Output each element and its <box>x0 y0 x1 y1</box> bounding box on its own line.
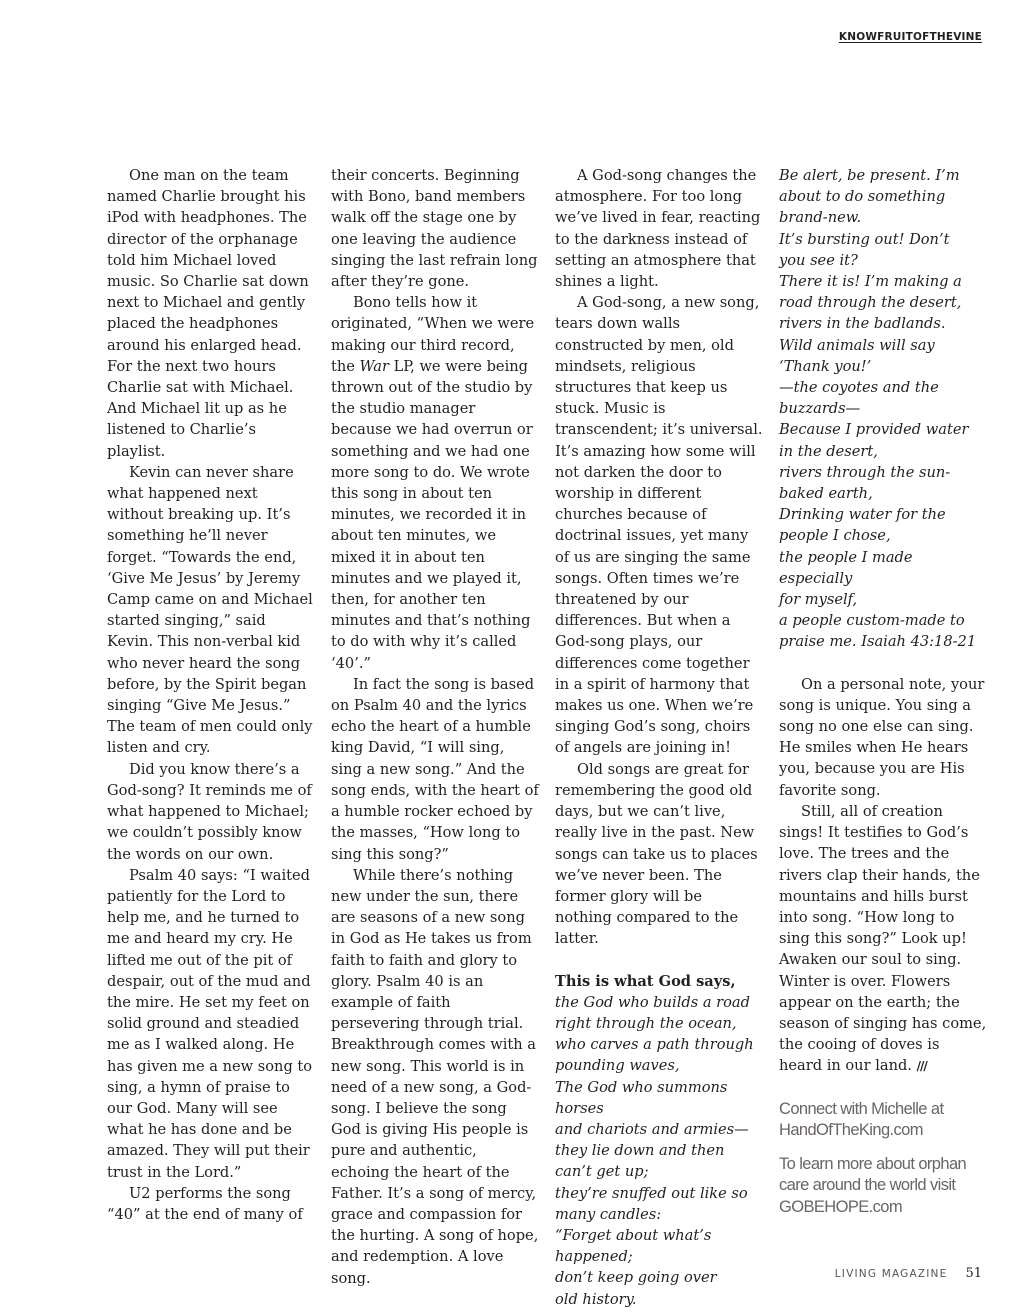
section-know: KNOW <box>838 31 878 43</box>
paragraph: While there’s nothing new under the sun, there are seasons of a new song in God as He takes us from faith to faith and glory to glory. Psalm 40 is an example of faith persevering through trial. Breakthrough comes with a new song. This world is in need of a new song, a God-song. I believe the song God is giving His people is pure and authentic, echoing the heart of the Father. It’s a song of mercy, grace and compassion for the hurting. A song of hope, and redemption. A love song. <box>331 866 539 1287</box>
section-title: FRUITOFTHEVINE <box>877 31 982 43</box>
paragraph: Did you know there’s a God-song? It reminds me of what happened to Michael; we couldn’t possibly know the words on our own. <box>107 760 312 863</box>
paragraph-text: Still, all of creation sings! It testifies to God’s love. The trees and the rivers clap their hands, the mountains and hills burst into song. “How long to sing this song?” Look up! Awaken our soul to sing. Winter is over. Flowers appear on the earth; the season of singing has come, the cooing of doves is heard in our land. <box>779 802 987 1075</box>
scripture-quote-continued <box>779 165 987 653</box>
scripture-line: It’s bursting out! Don’t <box>779 230 950 248</box>
scripture-line: brand-new. <box>779 209 862 227</box>
scripture-line: old history. <box>555 1290 637 1308</box>
section-header <box>839 31 982 43</box>
page-number: 51 <box>965 1266 982 1281</box>
scripture-line: about to do something <box>779 188 946 206</box>
scripture-line: people I chose, <box>779 527 891 545</box>
paragraph: One man on the team named Charlie brought his iPod with headphones. The director of the orphanage told him Michael loved music. So Charlie sat down next to Michael and gently placed the headphones around his enlarged head. For the next two hours Charlie sat with Michael. And Michael lit up as he listened to Charlie’s playlist. <box>107 167 309 460</box>
scripture-line: Be alert, be present. I’m <box>779 167 960 184</box>
paragraph <box>331 292 539 674</box>
scripture-line: for myself, <box>779 591 858 609</box>
scripture-line: they’re snuffed out like so <box>555 1184 748 1202</box>
scripture-line: rivers in the badlands. <box>779 315 946 333</box>
orphan-care-note: To learn more about orphan care around the world visit GOBEHOPE.com <box>779 1154 967 1216</box>
paragraph-text: LP, we were being thrown out of the studio by the studio manager because we had overrun or something and we had one more song to do. We wrote this song in about ten minutes, we recorded it in about ten minutes, we mixed it in about ten minutes and we played it, then, for another ten minutes and that’s nothing to do with why it’s called ‘40’.” <box>331 357 533 672</box>
magazine-name: LIVING MAGAZINE <box>834 1268 948 1280</box>
paragraph: A God-song, a new song, tears down walls constructed by men, old mindsets, religious structures that keep us stuck. Music is transcendent; it’s universal. It’s amazing how some will not darken the door to worship in different churches because of doctrinal issues, yet many of us are singing the same songs. Often times we’re threatened by our differences. But when a God-song plays, our differences come together in a spirit of harmony that makes us one. When we’re singing God’s song, choirs of angels are joining in! <box>555 294 763 757</box>
paragraph <box>779 801 987 1078</box>
page-footer <box>835 1266 982 1281</box>
scripture-line: Because I provided water <box>779 421 969 439</box>
paragraph: Psalm 40 says: “I waited patiently for the Lord to help me, and he turned to me and heard my cry. He lifted me out of the pit of despair, out of the mud and the mire. He set my feet on solid ground and steadied me as I walked along. He has given me a new song to sing, a hymn of praise to our God. Many will see what he has done and be amazed. They will put their trust in the Lord.” <box>107 866 313 1181</box>
scripture-line: The God who summons horses <box>555 1078 728 1117</box>
scripture-line: ‘Thank you!’ <box>779 357 872 375</box>
paragraph: In fact the song is based on Psalm 40 and the lyrics echo the heart of a humble king David, “I will sing, sing a new song.” And the song ends, with the heart of a humble rocker echoed by the masses, “How long to sing this song?” <box>331 675 539 863</box>
scripture-line: can’t get up; <box>555 1163 649 1181</box>
scripture-line: buzzards— <box>779 400 861 418</box>
paragraph: Kevin can never share what happened next without breaking up. It’s something he’ll never forget. “Towards the end, ‘Give Me Jesus’ by Jeremy Camp came on and Michael started singing,” said Kevin. This non-verbal kid who never heard the song before, by the Spirit began singing “Give Me Jesus.” The team of men could only listen and cry. <box>107 463 313 757</box>
scripture-line: pounding waves, <box>555 1057 680 1075</box>
paragraph-text: Bono tells how it originated, “When we were making our third record, the <box>331 294 535 375</box>
article-column-1 <box>107 165 315 1225</box>
scripture-line: a people custom-made to <box>779 612 965 630</box>
scripture-line: don’t keep going over <box>555 1269 717 1287</box>
scripture-line: praise me. Isaiah 43:18-21 <box>779 633 977 651</box>
paragraph: On a personal note, your song is unique. You sing a song no one else can sing. He smiles when He hears you, because you are His favorite song. <box>779 675 985 799</box>
album-title: War <box>359 357 389 375</box>
scripture-line: “Forget about what’s happened; <box>555 1226 712 1266</box>
scripture-line: There it is! I’m making a <box>779 273 962 291</box>
paragraph: U2 performs the song “40” at the end of many of <box>107 1184 303 1223</box>
scripture-line: Wild animals will say <box>779 336 935 354</box>
article-column-3 <box>555 165 763 1310</box>
scripture-line: and chariots and armies— <box>555 1120 749 1138</box>
paragraph: A God-song changes the atmosphere. For too long we’ve lived in fear, reacting to the darkness instead of setting an atmosphere that shines a light. <box>555 167 761 291</box>
article-column-2 <box>331 165 539 1289</box>
scripture-line: right through the ocean, <box>555 1014 737 1032</box>
scripture-line: —the coyotes and the <box>779 379 939 397</box>
scripture-line: road through the desert, <box>779 294 962 312</box>
scripture-line: you see it? <box>779 251 858 269</box>
scripture-line: rivers through the sun- <box>779 463 951 481</box>
scripture-line: many candles: <box>555 1205 662 1223</box>
scripture-line: they lie down and then <box>555 1142 725 1160</box>
article-column-4 <box>779 165 987 1218</box>
scripture-line: the people I made especially <box>779 548 913 587</box>
scripture-quote <box>555 971 763 1310</box>
scripture-line: in the desert, <box>779 442 878 460</box>
connect-note: Connect with Michelle at HandOfTheKing.com <box>779 1099 944 1140</box>
scripture-line: who carves a path through <box>555 1036 754 1054</box>
scripture-line: the God who builds a road <box>555 993 750 1011</box>
end-mark: /// <box>916 1059 927 1074</box>
scripture-heading: This is what God says, <box>555 972 736 990</box>
scripture-line: baked earth, <box>779 485 873 503</box>
paragraph: their concerts. Beginning with Bono, band members walk off the stage one by one leaving the audience singing the last refrain long after they’re gone. <box>331 167 538 291</box>
paragraph: Old songs are great for remembering the good old days, but we can’t live, really live in the past. New songs can take us to places we’ve never been. The former glory will be nothing compared to the latter. <box>555 760 758 948</box>
scripture-line: Drinking water for the <box>779 506 946 524</box>
